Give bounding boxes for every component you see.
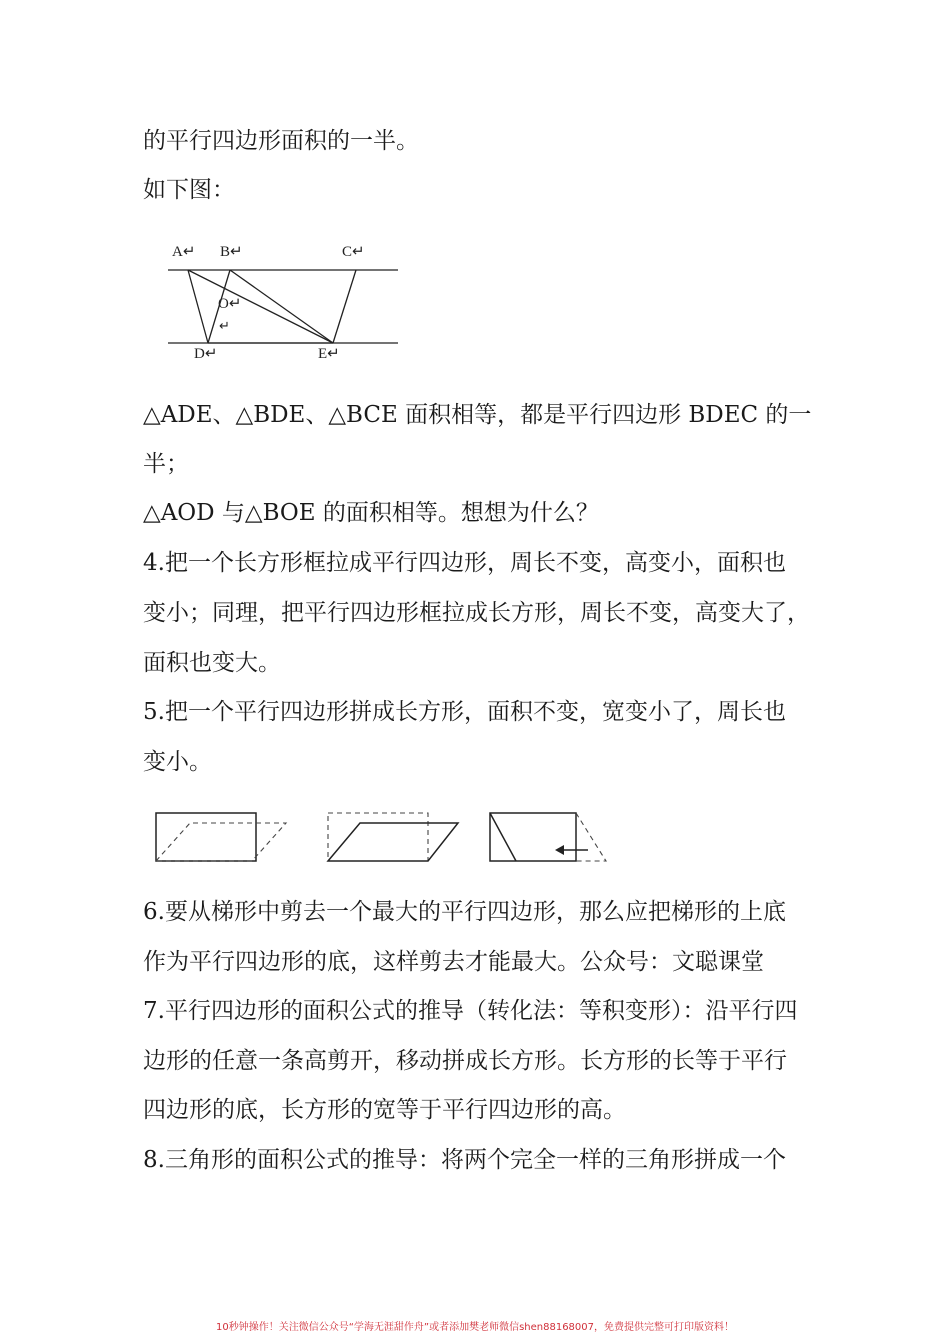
text-line-9: 5.把一个平行四边形拼成长方形，面积不变，宽变小了，周长也 (143, 699, 786, 725)
figure-b-rectangle (328, 813, 428, 861)
figure-a-rectangle (156, 813, 256, 861)
text-line-13: 7.平行四边形的面积公式的推导（转化法：等积变形）：沿平行四 (143, 998, 798, 1024)
rectangle-parallelogram-figures (150, 805, 620, 870)
text-line-6: 4.把一个长方形框拉成平行四边形，周长不变，高变小，面积也 (143, 550, 786, 576)
text-line-5: △AOD 与△BOE 的面积相等。想想为什么？ (143, 500, 599, 526)
figure-b-parallelogram (328, 823, 458, 861)
figure-a-parallelogram (156, 823, 286, 861)
text-line-14: 边形的任意一条高剪开，移动拼成长方形。长方形的长等于平行 (143, 1048, 787, 1074)
text-line-8: 面积也变大。 (143, 650, 281, 676)
text-line-10: 变小。 (143, 749, 212, 775)
text-line-16: 8.三角形的面积公式的推导：将两个完全一样的三角形拼成一个 (143, 1147, 786, 1173)
arrow-left-icon (555, 845, 564, 855)
segment-c-e (333, 270, 356, 343)
footer-promo-text: 10秒钟操作！关注微信公众号“学海无涯甜作舟”或者添加樊老师微信shen88168007，免费提供完整可打印版资料！ (215, 1322, 735, 1333)
text-line-15: 四边形的底，长方形的宽等于平行四边形的高。 (143, 1097, 626, 1123)
text-line-11: 6.要从梯形中剪去一个最大的平行四边形，那么应把梯形的上底 (143, 899, 786, 925)
text-line-2: 如下图： (143, 177, 235, 203)
text-line-4: 半； (143, 451, 189, 477)
label-e: E↵ (318, 346, 340, 362)
label-mark: ↵ (219, 318, 230, 333)
parallel-lines-triangles-figure (160, 236, 410, 364)
figure-c-moved-triangle (576, 813, 606, 861)
label-d: D↵ (194, 346, 218, 362)
label-b: B↵ (220, 244, 243, 260)
text-line-12: 作为平行四边形的底，这样剪去才能最大。公众号：文聪课堂 (143, 949, 764, 975)
text-line-7: 变小；同理，把平行四边形框拉成长方形，周长不变，高变大了， (143, 600, 810, 626)
segment-a-e (188, 270, 333, 343)
segment-a-d (188, 270, 208, 343)
figure-c-cut-line (490, 813, 516, 861)
label-a: A↵ (172, 244, 196, 260)
text-line-3: △ADE、△BDE、△BCE 面积相等，都是平行四边形 BDEC 的一 (143, 402, 812, 428)
label-o: O↵ (218, 296, 242, 312)
label-c: C↵ (342, 244, 365, 260)
text-line-1: 的平行四边形面积的一半。 (143, 128, 419, 154)
segment-b-e (230, 270, 333, 343)
